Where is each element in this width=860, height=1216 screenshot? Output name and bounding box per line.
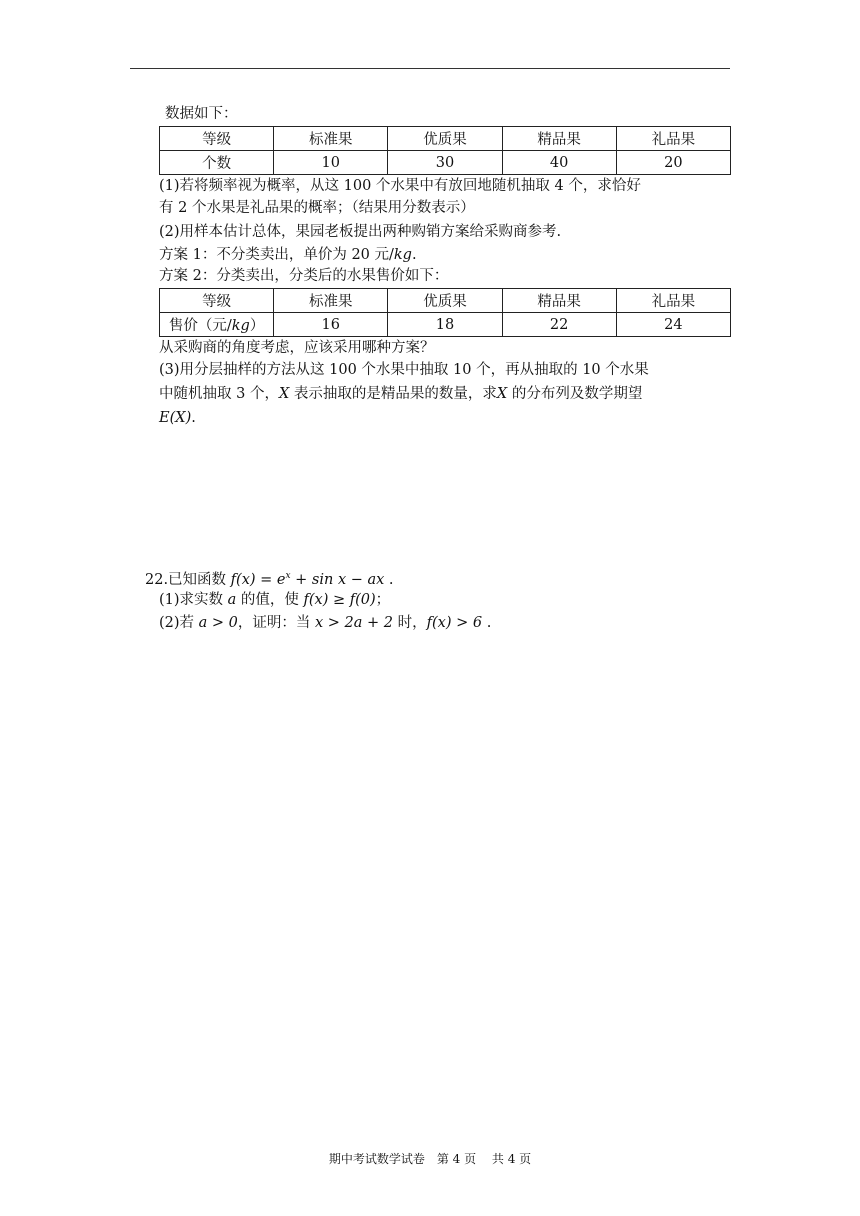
- question-3-line-1: (3)用分层抽样的方法从这 100 个水果中抽取 10 个，再从抽取的 10 个水果: [159, 362, 649, 378]
- part-2-text: (2)若: [159, 615, 199, 631]
- price-label-text: 售价（元/: [168, 318, 232, 334]
- table-cell: 22: [502, 313, 616, 337]
- data-intro: 数据如下：: [165, 106, 238, 122]
- function-expr: f(x) = e: [230, 571, 286, 588]
- table-header-cell: 优质果: [388, 289, 502, 313]
- function-expr-rest: + sin x − ax: [290, 571, 385, 588]
- part-1-expr: f(x) ≥ f(0): [303, 592, 376, 608]
- table-row-label: [160, 313, 274, 337]
- question-1-line-1: (1)若将频率视为概率，从这 100 个水果中有放回地随机抽取 4 个，求恰好: [159, 178, 641, 194]
- table-header-cell: 礼品果: [616, 127, 730, 151]
- price-label-unit: kg: [231, 318, 250, 334]
- q3-text-a: 中随机抽取 3 个，: [159, 386, 279, 402]
- table-cell: 个数: [160, 151, 274, 175]
- table-cell: 10: [274, 151, 388, 175]
- variable-a: a: [227, 592, 237, 608]
- table-row: [160, 289, 731, 313]
- table-row: [160, 151, 731, 175]
- table-cell: 20: [616, 151, 730, 175]
- count-table: [159, 126, 731, 175]
- function-exponent: x: [285, 571, 291, 581]
- table-cell: 40: [502, 151, 616, 175]
- table-header-cell: 精品果: [502, 127, 616, 151]
- question-2-line-1: (2)用样本估计总体，果园老板提出两种购销方案给采购商参考.: [159, 224, 562, 240]
- part-2-condition: a > 0: [198, 615, 238, 631]
- price-table: [159, 288, 731, 337]
- plan-2-line: 方案 2：分类卖出，分类后的水果售价如下：: [159, 268, 449, 284]
- problem-22-part-1: (1)求实数 a 的值，使 f(x) ≥ f(0)；: [159, 592, 391, 608]
- part-2-mid: ，证明：当: [237, 615, 316, 631]
- question-3-line-2: [159, 384, 642, 404]
- problem-22-part-2: (2)若 a > 0，证明：当 x > 2a + 2 时，f(x) > 6 .: [159, 615, 492, 631]
- table-cell: 18: [388, 313, 502, 337]
- question-1-line-2: 有 2 个水果是礼品果的概率；（结果用分数表示）: [159, 200, 475, 216]
- table-header-cell: 标准果: [274, 289, 388, 313]
- part-2-condition-2: x > 2a + 2: [315, 615, 394, 631]
- header-rule: [130, 68, 730, 69]
- part-2-expr: f(x) > 6: [426, 615, 483, 631]
- plan-1-line: 方案 1：不分类卖出，单价为 20 元/kg.: [159, 247, 417, 263]
- table-cell: 16: [274, 313, 388, 337]
- variable-x: X: [496, 386, 508, 402]
- table-cell: 30: [388, 151, 502, 175]
- part-2-mid-2: 时，: [393, 615, 427, 631]
- part-1-text: (1)求实数: [159, 592, 228, 608]
- table-header-cell: 精品果: [502, 289, 616, 313]
- q3-text-b: 表示抽取的是精品果的数量，求: [289, 386, 497, 402]
- table-row: [160, 313, 731, 337]
- expectation-expr: E(X): [159, 410, 192, 426]
- question-2-prompt: 从采购商的角度考虑，应该采用哪种方案？: [159, 340, 435, 356]
- question-2-text: (2)用样本估计总体，果园老板提出两种购销方案给采购商参考: [159, 224, 557, 240]
- plan-1-unit: kg: [393, 247, 412, 263]
- page-footer: 期中考试数学试卷 第 4 页 共 4 页: [328, 1152, 532, 1166]
- question-3-line-3: E(X).: [159, 410, 196, 426]
- variable-x: X: [278, 386, 290, 402]
- price-label-close: ）: [249, 318, 265, 334]
- q3-text-c: 的分布列及数学期望: [507, 386, 643, 402]
- table-header-cell: 优质果: [388, 127, 502, 151]
- plan-1-text: 方案 1：不分类卖出，单价为 20 元/: [159, 247, 394, 263]
- table-header-cell: 等级: [160, 127, 274, 151]
- problem-22-label: 22.已知函数: [145, 571, 231, 588]
- table-cell: 24: [616, 313, 730, 337]
- table-header-cell: 礼品果: [616, 289, 730, 313]
- table-header-cell: 等级: [160, 289, 274, 313]
- part-1-mid: 的值，使: [236, 592, 304, 608]
- table-header-cell: 标准果: [274, 127, 388, 151]
- problem-22-title: 22.已知函数 $f(x) = e^x + \sin x$ − ax .: [145, 571, 394, 588]
- table-row: [160, 127, 731, 151]
